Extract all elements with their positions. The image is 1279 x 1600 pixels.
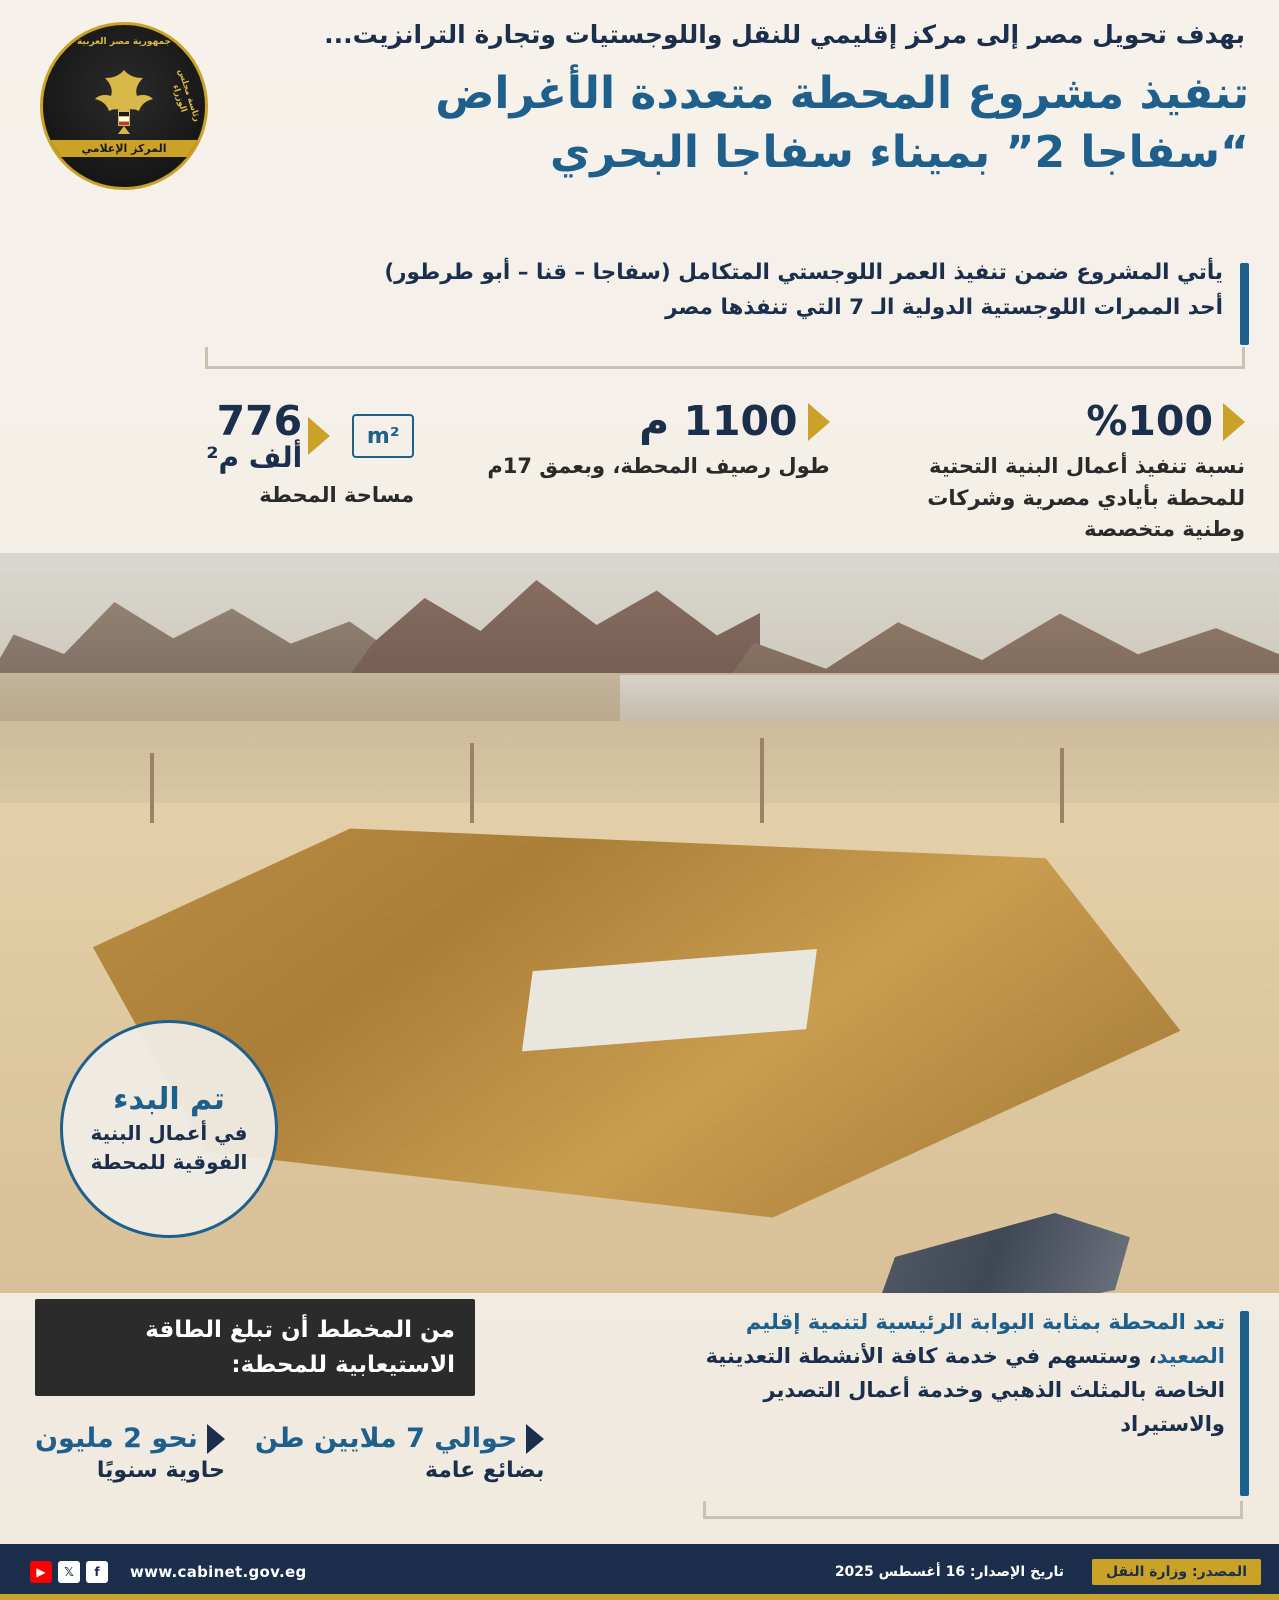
- capacity-general-cargo: [255, 1423, 545, 1483]
- gateway-accent-bar: [1240, 1311, 1249, 1496]
- chevron-left-icon: [308, 417, 330, 455]
- retaining-wall: [620, 675, 1279, 721]
- survey-pole: [470, 743, 474, 823]
- stat-infrastructure-percent: [850, 397, 1259, 546]
- eagle-of-saladin-icon: [87, 62, 161, 144]
- capacity-containers: [35, 1423, 225, 1483]
- capacity-desc: بضائع عامة: [424, 1458, 545, 1483]
- badge-text: في أعمال البنية الفوقية للمحطة: [90, 1121, 248, 1174]
- gateway-statement: [679, 1305, 1249, 1441]
- footer: [0, 1544, 1279, 1600]
- subtitle-accent-bar: [1240, 263, 1249, 345]
- area-m2-icon: m²: [352, 414, 414, 458]
- capacity-desc: حاوية سنويًا: [96, 1458, 225, 1483]
- stat-value: %100: [1086, 397, 1213, 445]
- title-line-1: تنفيذ مشروع المحطة متعددة الأغراض: [435, 67, 1249, 119]
- footer-socials: [30, 1544, 108, 1600]
- capacity-stats: [35, 1423, 655, 1483]
- page-title: [30, 64, 1249, 183]
- footer-date: تاريخ الإصدار: 16 أغسطس 2025: [834, 1564, 1065, 1580]
- chevron-left-icon: [526, 1424, 544, 1454]
- bottom-section: [0, 1295, 1279, 1545]
- stat-terminal-area: [19, 397, 428, 546]
- footer-source-group: [835, 1544, 1261, 1600]
- gateway-text-part-1: تعد المحطة بمثابة البوابة الرئيسية لتنمية: [807, 1310, 1225, 1334]
- gateway-text-part-3: ، وستسهم في خدمة كافة الأنشطة التعدينية الخاصة بالمثلث الذهبي وخدمة أعمال التصدير والاستيراد: [705, 1344, 1225, 1437]
- survey-pole: [1060, 748, 1064, 823]
- gateway-bracket: [703, 1501, 1243, 1519]
- footer-website[interactable]: www.cabinet.gov.eg: [130, 1563, 307, 1581]
- gateway-text-part-2: إقليم الصعيد: [745, 1310, 1225, 1369]
- survey-pole: [150, 753, 154, 823]
- subtitle-line-1: يأتي المشروع ضمن تنفيذ العمر اللوجستي المتكامل (سفاجا – قنا – أبو طرطور): [384, 260, 1223, 285]
- badge-title: تم البدء: [113, 1082, 225, 1118]
- chevron-left-icon: [1223, 403, 1245, 441]
- header: [0, 0, 1279, 250]
- stat-description: مساحة المحطة: [259, 483, 415, 508]
- stat-value: [206, 397, 303, 475]
- subtitle-bracket: [205, 347, 1245, 369]
- capacity-heading: من المخطط أن تبلغ الطاقة الاستيعابية للمحطة:: [35, 1299, 475, 1396]
- emblem-ring-side-right: رئاسة مجلس الوزراء: [170, 67, 202, 123]
- stats-row: [19, 397, 1259, 546]
- stat-quay-length: [434, 397, 843, 546]
- emblem-band-label: المركز الإعلامي: [43, 140, 205, 157]
- footer-source: المصدر: وزارة النقل: [1092, 1559, 1261, 1585]
- capacity-value: حوالي 7 ملايين طن: [254, 1423, 518, 1454]
- header-kicker: بهدف تحويل مصر إلى مركز إقليمي للنقل واللوجستيات وتجارة الترانزيت...: [324, 20, 1245, 49]
- chevron-left-icon: [207, 1424, 225, 1454]
- status-badge: [60, 1020, 278, 1238]
- chevron-left-icon: [808, 403, 830, 441]
- facebook-icon[interactable]: f: [86, 1561, 108, 1583]
- subtitle-block: [119, 255, 1249, 326]
- subtitle-line-2: أحد الممرات اللوجستية الدولية الـ 7 التي تنفذها مصر: [665, 295, 1223, 321]
- x-twitter-icon[interactable]: 𝕏: [58, 1561, 80, 1583]
- emblem-ring-top: جمهورية مصر العربية: [76, 37, 172, 47]
- government-emblem: [40, 22, 208, 190]
- stat-description: طول رصيف المحطة، وبعمق 17م: [487, 454, 830, 479]
- stat-value: 1100 م: [639, 397, 798, 445]
- stat-value-unit: ألف م²: [206, 441, 303, 475]
- youtube-icon[interactable]: ▶: [30, 1561, 52, 1583]
- stat-value-number: 776: [216, 397, 303, 445]
- title-line-2: “سفاجا 2” بميناء سفاجا البحري: [549, 127, 1249, 179]
- survey-pole: [760, 738, 764, 823]
- footer-gold-strip: [0, 1594, 1279, 1600]
- stat-description: نسبة تنفيذ أعمال البنية التحتية للمحطة بأيادي مصرية وشركات وطنية متخصصة: [927, 454, 1245, 542]
- capacity-value: نحو 2 مليون: [35, 1423, 198, 1454]
